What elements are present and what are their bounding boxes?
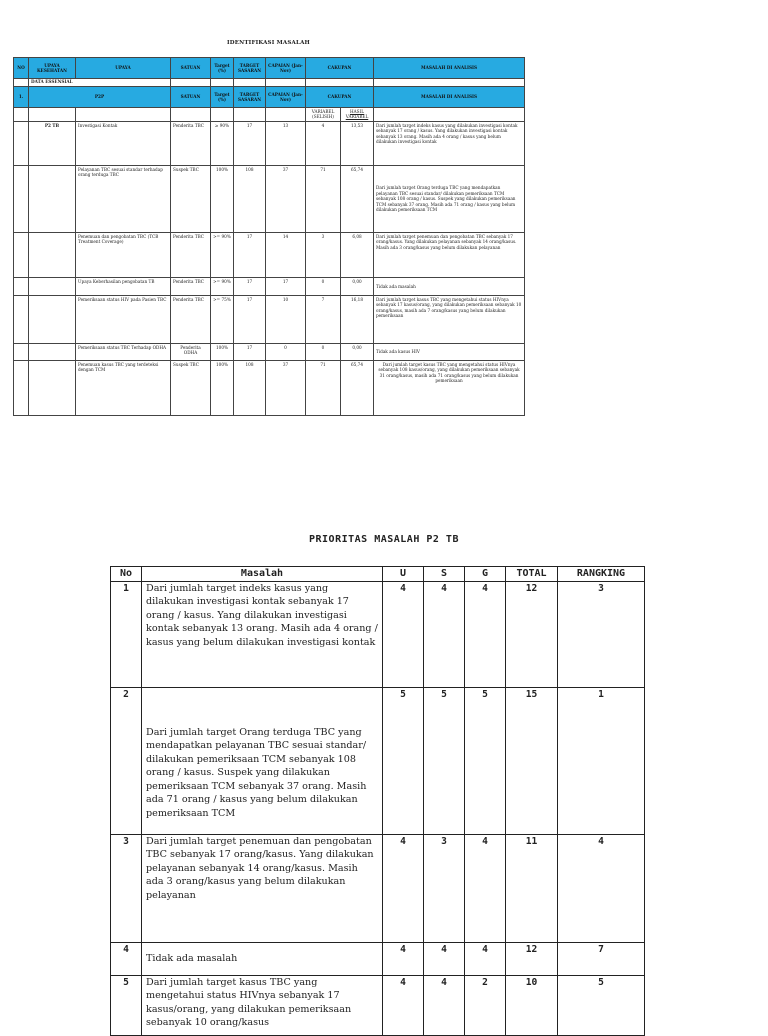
variabel-selisih-label: VARIABEL (SELISIH) xyxy=(306,108,341,122)
selisih-cell: 7 xyxy=(306,295,341,343)
table-row xyxy=(14,232,525,277)
col-capaian-2: CAPAIAN (Jan-Nov) xyxy=(266,87,306,108)
target-cell: >= 75% xyxy=(211,295,234,343)
col-rangking: RANGKING xyxy=(558,567,645,582)
upaya-cell: Investigasi Kontak xyxy=(76,121,171,165)
capaian-cell: 14 xyxy=(266,232,306,277)
s-cell: 3 xyxy=(424,835,465,943)
rank-cell: 3 xyxy=(558,582,645,688)
header-row xyxy=(14,58,525,79)
rank-cell: 7 xyxy=(558,943,645,976)
col-masalah: MASALAH DI ANALISIS xyxy=(374,58,525,79)
table-row xyxy=(111,976,645,1036)
target-cell: ≥ 90% xyxy=(211,121,234,165)
g-cell: 4 xyxy=(465,582,506,688)
capaian-cell: 10 xyxy=(266,295,306,343)
no-cell: 5 xyxy=(111,976,142,1036)
section-row xyxy=(14,79,525,87)
satuan-cell: Penderita TBC xyxy=(171,277,211,295)
g-cell: 2 xyxy=(465,976,506,1036)
col-target-sasaran: TARGET SASARAN xyxy=(234,58,266,79)
satuan-cell: Suspek TBC xyxy=(171,165,211,232)
col-s: S xyxy=(424,567,465,582)
masalah-cell: Dari jumlah target Orang terduga TBC yang mendapatkan pelayanan TBC sesuai standar/ dilakukan pemeriksaan TCM sebanyak 108 orang / kasus. Suspek yang dilakukan pemeriksaan TCM sebanyak 37 orang. Masih ada 71 orang / kasus yang belum dilakukan pemeriksaan TCM xyxy=(142,688,383,835)
satuan-cell: Penderita TBC xyxy=(171,232,211,277)
masalah-cell: Dari jumlah target penemuan dan pengobatan TBC sebanyak 17 orang/kasus. Yang dilakukan pelayanan sebanyak 14 orang/kasus. Masih ada 3 orang/kasus yang belum dilakukan pelayanan xyxy=(374,232,525,277)
masalah-cell: Tidak ada masalah xyxy=(142,943,383,976)
s-cell: 4 xyxy=(424,943,465,976)
target-cell: >= 90% xyxy=(211,232,234,277)
rank-cell: 1 xyxy=(558,688,645,835)
capaian-cell: 0 xyxy=(266,343,306,360)
table-row xyxy=(14,360,525,415)
total-cell: 11 xyxy=(506,835,558,943)
upaya-cell: Pemeriksaan status HIV pada Pasien TBC xyxy=(76,295,171,343)
col-satuan-2: SATUAN xyxy=(171,87,211,108)
u-cell: 5 xyxy=(383,688,424,835)
masalah-cell: Dari jumlah target kasus TBC yang mengetahui status HIVnya sebanyak 17 kasus/orang, yang dilakukan pemeriksaan sebanyak 10 orang/kasus xyxy=(142,976,383,1036)
masalah-cell: Dari jumlah target kasus TBC yang mengetahui status HIVnya sebanyak 108 kasus/orang, yang dilakukan pemeriksaan sebanyak 31 orang/kasus, masih ada 71 orang/kasus yang belum dilakukan pemeriksaan xyxy=(374,360,525,415)
upaya-cell: Pemeriksaan status TBC Terhadap ODHA xyxy=(76,343,171,360)
satuan-cell: Penderita ODHA xyxy=(171,343,211,360)
s-cell: 4 xyxy=(424,582,465,688)
selisih-cell: 0 xyxy=(306,277,341,295)
sasaran-cell: 108 xyxy=(234,360,266,415)
col-masalah-2: MASALAH DI ANALISIS xyxy=(374,87,525,108)
table-row xyxy=(14,295,525,343)
col-capaian: CAPAIAN (Jan-Nov) xyxy=(266,58,306,79)
upaya-cell: Pelayanan TBC sesuai standar terhadap orang terduga TBC xyxy=(76,165,171,232)
target-cell: 100% xyxy=(211,165,234,232)
table-row xyxy=(14,343,525,360)
s-cell: 5 xyxy=(424,688,465,835)
col-no-2: 1. xyxy=(14,87,29,108)
hasil-cell: 16,18 xyxy=(341,295,374,343)
prioritas-table xyxy=(110,566,645,1036)
hasil-cell: 13,53 xyxy=(341,121,374,165)
prioritas-header-row xyxy=(111,567,645,582)
masalah-cell: Tidak ada masalah xyxy=(374,277,525,295)
satuan-cell: Suspek TBC xyxy=(171,360,211,415)
total-cell: 12 xyxy=(506,943,558,976)
g-cell: 4 xyxy=(465,943,506,976)
hasil-variabel-label: HASIL VARIABEL xyxy=(341,108,374,122)
selisih-cell: 0 xyxy=(306,343,341,360)
col-p2p: P2P xyxy=(29,87,171,108)
section-label: DATA ESSENSIAL xyxy=(29,79,171,87)
g-cell: 5 xyxy=(465,688,506,835)
g-cell: 4 xyxy=(465,835,506,943)
no-cell: 4 xyxy=(111,943,142,976)
col-target-2: Target (%) xyxy=(211,87,234,108)
selisih-cell: 3 xyxy=(306,232,341,277)
col-upaya: UPAYA xyxy=(76,58,171,79)
table-row xyxy=(111,943,645,976)
sasaran-cell: 17 xyxy=(234,232,266,277)
no-cell: 1 xyxy=(111,582,142,688)
total-cell: 12 xyxy=(506,582,558,688)
col-masalah: Masalah xyxy=(142,567,383,582)
satuan-cell: Penderita TBC xyxy=(171,121,211,165)
col-no: No xyxy=(111,567,142,582)
masalah-cell: Tidak ada kasus HIV xyxy=(374,343,525,360)
u-cell: 4 xyxy=(383,976,424,1036)
u-cell: 4 xyxy=(383,943,424,976)
capaian-cell: 37 xyxy=(266,165,306,232)
target-cell: 100% xyxy=(211,343,234,360)
hasil-cell: 65,74 xyxy=(341,165,374,232)
upaya-cell: Upaya Keberhasilan pengobatan TB xyxy=(76,277,171,295)
capaian-cell: 13 xyxy=(266,121,306,165)
col-u: U xyxy=(383,567,424,582)
no-cell: 2 xyxy=(111,688,142,835)
selisih-cell: 71 xyxy=(306,360,341,415)
masalah-cell: Dari jumlah target indeks kasus yang dilakukan investigasi kontak sebanyak 17 orang / kasus. Yang dilakukan investigasi kontak sebanyak 13 orang. Masih ada 4 orang / kasus yang belum dilakukan investigasi kontak xyxy=(142,582,383,688)
col-total: TOTAL xyxy=(506,567,558,582)
col-cakupan: CAKUPAN xyxy=(306,58,374,79)
capaian-cell: 37 xyxy=(266,360,306,415)
col-g: G xyxy=(465,567,506,582)
table-row xyxy=(111,835,645,943)
prioritas-title: PRIORITAS MASALAH P2 TB xyxy=(309,534,459,545)
col-target: Target (%) xyxy=(211,58,234,79)
target-cell: 100% xyxy=(211,360,234,415)
masalah-cell: Dari jumlah target indeks kasus yang dilakukan investigasi kontak sebanyak 17 orang / kasus. Yang dilakukan investigasi kontak sebanyak 13 orang. Masih ada 4 orang / kasus yang belum dilakukan investigasi kontak xyxy=(374,121,525,165)
satuan-cell: Penderita TBC xyxy=(171,295,211,343)
sub-header-row xyxy=(14,108,525,122)
sasaran-cell: 17 xyxy=(234,121,266,165)
total-cell: 10 xyxy=(506,976,558,1036)
col-target-sasaran-2: TARGET SASARAN xyxy=(234,87,266,108)
sasaran-cell: 17 xyxy=(234,295,266,343)
no-cell: 3 xyxy=(111,835,142,943)
hasil-cell: 0,00 xyxy=(341,277,374,295)
capaian-cell: 17 xyxy=(266,277,306,295)
total-cell: 15 xyxy=(506,688,558,835)
sasaran-cell: 108 xyxy=(234,165,266,232)
col-upaya-kesehatan: UPAYA KESEHATAN xyxy=(29,58,76,79)
hasil-cell: 6,08 xyxy=(341,232,374,277)
selisih-cell: 4 xyxy=(306,121,341,165)
sasaran-cell: 17 xyxy=(234,277,266,295)
s-cell: 4 xyxy=(424,976,465,1036)
hasil-cell: 0,00 xyxy=(341,343,374,360)
table-row xyxy=(111,688,645,835)
rank-cell: 5 xyxy=(558,976,645,1036)
masalah-cell: Dari jumlah target kasus TBC yang mengetahui status HIVnya sebanyak 17 kasus/orang, yang dilakukan pemeriksaan sebanyak 10 orang/kasus, masih ada 7 orang/kasus yang belum dilakukan pemeriksaan xyxy=(374,295,525,343)
identifikasi-table xyxy=(13,57,525,416)
table-row xyxy=(111,582,645,688)
table-row xyxy=(14,121,525,165)
table-row xyxy=(14,165,525,232)
selisih-cell: 71 xyxy=(306,165,341,232)
u-cell: 4 xyxy=(383,835,424,943)
u-cell: 4 xyxy=(383,582,424,688)
col-satuan: SATUAN xyxy=(171,58,211,79)
table-row xyxy=(14,277,525,295)
upaya-cell: Penemuan kasus TBC yang terdeteksi dengan TCM xyxy=(76,360,171,415)
target-cell: >= 90% xyxy=(211,277,234,295)
header-row-2 xyxy=(14,87,525,108)
col-cakupan-2: CAKUPAN xyxy=(306,87,374,108)
upaya-cell: Penemuan dan pengobatan TBC (TCB Treatment Coverage) xyxy=(76,232,171,277)
sasaran-cell: 17 xyxy=(234,343,266,360)
hasil-cell: 65,74 xyxy=(341,360,374,415)
identifikasi-title: IDENTIFIKASI MASALAH xyxy=(227,40,310,46)
masalah-cell: Dari jumlah target Orang terduga TBC yang mendapatkan pelayanan TBC sesuai standar/ dilakukan pemeriksaan TCM sebanyak 108 orang / kasus. Suspek yang dilakukan pemeriksaan TCM sebanyak 37 orang. Masih ada 71 orang / kasus yang belum dilakukan pemeriksaan TCM xyxy=(374,165,525,232)
col-no: NO xyxy=(14,58,29,79)
program-label: P2 TB xyxy=(29,121,76,165)
rank-cell: 4 xyxy=(558,835,645,943)
masalah-cell: Dari jumlah target penemuan dan pengobatan TBC sebanyak 17 orang/kasus. Yang dilakukan pelayanan sebanyak 14 orang/kasus. Masih ada 3 orang/kasus yang belum dilakukan pelayanan xyxy=(142,835,383,943)
